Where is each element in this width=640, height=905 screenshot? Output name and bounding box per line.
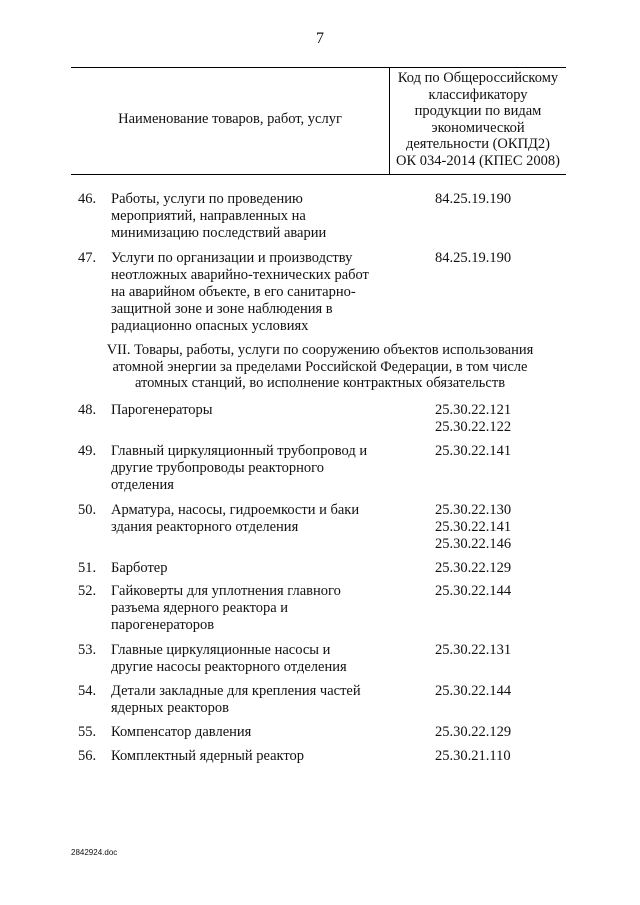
row-number: 48. bbox=[78, 402, 97, 418]
row-number: 53. bbox=[78, 642, 97, 658]
row-code: 25.30.22.129 bbox=[435, 724, 512, 740]
row-number: 51. bbox=[78, 560, 97, 576]
row-number: 46. bbox=[78, 191, 97, 207]
row-number: 47. bbox=[78, 250, 97, 266]
table-header bbox=[71, 67, 566, 175]
header-code-column: Код по Общероссийскому классификатору продукции по видам экономической деятельности (ОКПД2) ОК 034-2014 (КПЕС 2008) bbox=[396, 70, 560, 169]
row-code: 25.30.22.131 bbox=[435, 642, 512, 658]
row-code: 84.25.19.190 bbox=[435, 191, 512, 207]
row-name: Компенсатор давления bbox=[111, 724, 252, 740]
header-name-column: Наименование товаров, работ, услуг bbox=[118, 111, 342, 127]
row-name: Парогенераторы bbox=[111, 402, 213, 418]
row-name: Барботер bbox=[111, 560, 168, 576]
row-number: 54. bbox=[78, 683, 97, 699]
row-name: Гайковерты для уплотнения главного разъема ядерного реактора и парогенераторов bbox=[111, 583, 341, 633]
row-code: 25.30.22.130 25.30.22.141 25.30.22.146 bbox=[435, 502, 512, 552]
row-name: Услуги по организации и производству неотложных аварийно-технических работ на аварийном объекте, в его санитарно- защитной зоне и зоне наблюдения в радиационно опасных условиях bbox=[111, 250, 369, 334]
section-title: VII. Товары, работы, услуги по сооружению объектов использования атомной энергии за пределами Российской Федерации, в том числе атомных станций, во исполнение контрактных обязательств bbox=[106, 342, 534, 391]
row-code: 25.30.22.144 bbox=[435, 683, 512, 699]
row-name: Арматура, насосы, гидроемкости и баки здания реакторного отделения bbox=[111, 502, 360, 535]
row-number: 55. bbox=[78, 724, 97, 740]
row-number: 52. bbox=[78, 583, 97, 599]
document-footer: 2842924.doc bbox=[71, 848, 118, 857]
row-code: 25.30.22.121 25.30.22.122 bbox=[435, 402, 512, 435]
row-code: 84.25.19.190 bbox=[435, 250, 512, 266]
row-code: 25.30.22.144 bbox=[435, 583, 512, 599]
page-number: 7 bbox=[316, 30, 324, 47]
row-name: Главный циркуляционный трубопровод и другие трубопроводы реакторного отделения bbox=[111, 443, 368, 493]
row-name: Работы, услуги по проведению мероприятий, направленных на минимизацию последствий аварии bbox=[111, 191, 327, 241]
row-number: 49. bbox=[78, 443, 97, 459]
row-number: 50. bbox=[78, 502, 97, 518]
row-code: 25.30.21.110 bbox=[435, 748, 511, 764]
row-code: 25.30.22.129 bbox=[435, 560, 512, 576]
row-name: Детали закладные для крепления частей ядерных реакторов bbox=[111, 683, 361, 716]
row-code: 25.30.22.141 bbox=[435, 443, 512, 459]
row-number: 56. bbox=[78, 748, 97, 764]
row-name: Главные циркуляционные насосы и другие насосы реакторного отделения bbox=[111, 642, 347, 675]
row-name: Комплектный ядерный реактор bbox=[111, 748, 305, 764]
